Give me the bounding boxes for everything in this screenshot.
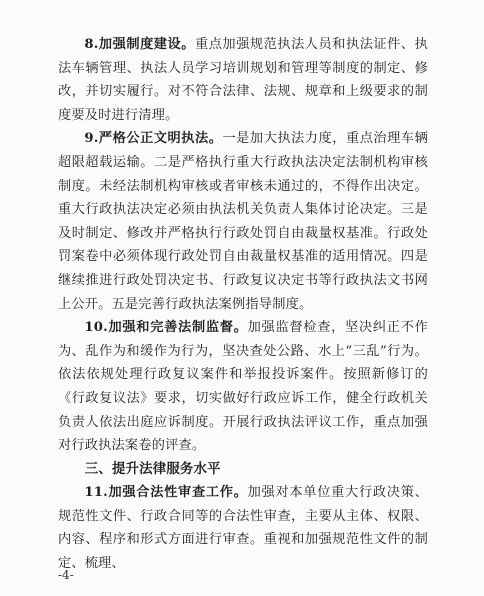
paragraph-10-body: 加强监督检查，坚决纠正不作为、乱作为和缓作为行为，坚决查处公路、水上“三乱”行为。依法依规处理行政复议案件和举报投诉案件。按照新修订的《行政复议法》要求，切实做好行政应诉工作，健全行政机关负责人依法出庭应诉制度。开展行政执法评议工作，重点加强对行政执法案卷的评查。 [58, 320, 428, 454]
paragraph-10-lead: 10.加强和完善法制监督。 [84, 320, 248, 336]
paragraph-11-body: 加强对本单位重大行政决策、规范性文件、行政合同等的合法性审查，主要从主体、权限、内容、程序和形式方面进行审查。重视和加强规范性文件的制定、梳理、 [58, 485, 428, 572]
section-heading: 三、提升法律服务水平 [84, 461, 221, 477]
paragraph-11 [58, 481, 428, 575]
paragraph-9-lead: 9.严格公正文明执法。 [84, 131, 223, 147]
paragraph-8-body: 重点加强规范执法人员和执法证件、执法车辆管理、执法人员学习培训规划和管理等制度的制定、修改，并切实履行。对不符合法律、法规、规章和上级要求的制度要及时进行清理。 [58, 37, 428, 123]
paragraph-8 [58, 33, 428, 127]
document-body [58, 33, 428, 576]
paragraph-10 [58, 316, 428, 458]
paragraph-9 [58, 127, 428, 316]
paragraph-11-lead: 11.加强合法性审查工作。 [84, 485, 248, 501]
page-number: -4- [58, 568, 74, 582]
paragraph-9-body: 一是加大执法力度，重点治理车辆超限超载运输。二是严格执行重大行政执法决定法制机构审核制度。未经法制机构审核或者审核未通过的，不得作出决定。重大行政执法决定必须由执法机关负责人集体讨论决定。三是及时制定、修改并严格执行行政处罚自由裁量权基准。行政处罚案卷中必须体现行政处罚自由裁量权基准的适用情况。四是继续推进行政处罚决定书、行政复议决定书等行政执法文书网上公开。五是完善行政执法案例指导制度。 [58, 131, 428, 312]
paragraph-8-lead: 8.加强制度建设。 [84, 37, 195, 52]
